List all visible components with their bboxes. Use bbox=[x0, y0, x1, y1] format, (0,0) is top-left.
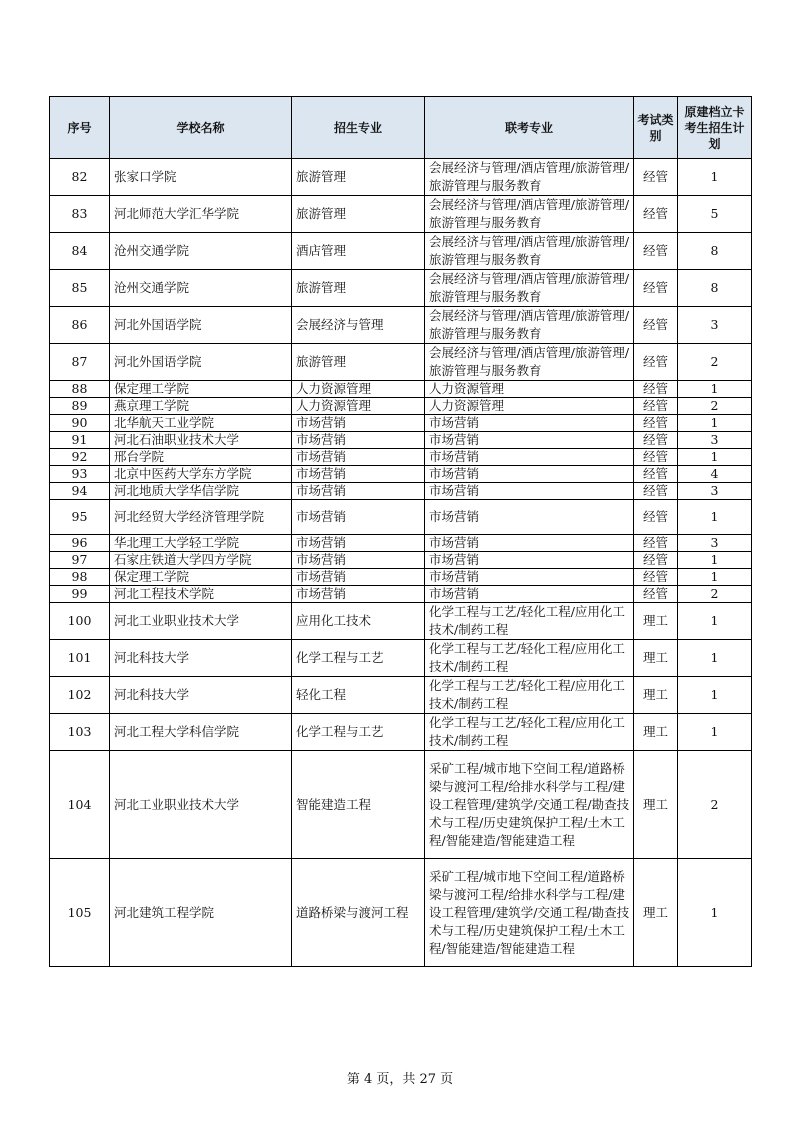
row-seq: 94 bbox=[50, 483, 110, 500]
table-row bbox=[50, 586, 752, 603]
row-major: 市场营销 bbox=[292, 552, 425, 569]
row-major: 市场营销 bbox=[292, 586, 425, 603]
row-school: 北京中医药大学东方学院 bbox=[110, 466, 292, 483]
row-seq: 93 bbox=[50, 466, 110, 483]
row-category: 经管 bbox=[634, 483, 678, 500]
table-row bbox=[50, 344, 752, 381]
row-major: 市场营销 bbox=[292, 415, 425, 432]
row-exam-major: 市场营销 bbox=[425, 466, 634, 483]
row-school: 河北地质大学华信学院 bbox=[110, 483, 292, 500]
row-seq: 91 bbox=[50, 432, 110, 449]
header-exam-major: 联考专业 bbox=[425, 97, 634, 159]
row-exam-major: 市场营销 bbox=[425, 586, 634, 603]
row-plan: 1 bbox=[678, 603, 752, 640]
row-exam-major: 会展经济与管理/酒店管理/旅游管理/旅游管理与服务教育 bbox=[425, 196, 634, 233]
row-seq: 102 bbox=[50, 677, 110, 714]
header-seq: 序号 bbox=[50, 97, 110, 159]
table-row bbox=[50, 196, 752, 233]
row-seq: 87 bbox=[50, 344, 110, 381]
row-school: 河北科技大学 bbox=[110, 677, 292, 714]
row-school: 河北师范大学汇华学院 bbox=[110, 196, 292, 233]
row-plan: 1 bbox=[678, 640, 752, 677]
row-category: 经管 bbox=[634, 233, 678, 270]
row-school: 邢台学院 bbox=[110, 449, 292, 466]
row-exam-major: 人力资源管理 bbox=[425, 381, 634, 398]
row-plan: 1 bbox=[678, 449, 752, 466]
row-plan: 3 bbox=[678, 432, 752, 449]
row-major: 市场营销 bbox=[292, 500, 425, 535]
table-row bbox=[50, 500, 752, 535]
row-category: 经管 bbox=[634, 500, 678, 535]
row-major: 旅游管理 bbox=[292, 344, 425, 381]
row-seq: 96 bbox=[50, 535, 110, 552]
table-row bbox=[50, 859, 752, 967]
row-category: 经管 bbox=[634, 159, 678, 196]
row-exam-major: 会展经济与管理/酒店管理/旅游管理/旅游管理与服务教育 bbox=[425, 159, 634, 196]
row-school: 张家口学院 bbox=[110, 159, 292, 196]
row-major: 市场营销 bbox=[292, 569, 425, 586]
table-row bbox=[50, 466, 752, 483]
row-seq: 85 bbox=[50, 270, 110, 307]
header-plan: 原建档立卡考生招生计划 bbox=[678, 97, 752, 159]
row-school: 沧州交通学院 bbox=[110, 270, 292, 307]
row-seq: 84 bbox=[50, 233, 110, 270]
table-row bbox=[50, 483, 752, 500]
row-category: 理工 bbox=[634, 859, 678, 967]
row-exam-major: 化学工程与工艺/轻化工程/应用化工技术/制药工程 bbox=[425, 603, 634, 640]
row-exam-major: 化学工程与工艺/轻化工程/应用化工技术/制药工程 bbox=[425, 640, 634, 677]
table-header-row bbox=[50, 97, 752, 159]
row-category: 经管 bbox=[634, 344, 678, 381]
row-school: 北华航天工业学院 bbox=[110, 415, 292, 432]
row-plan: 1 bbox=[678, 500, 752, 535]
row-seq: 92 bbox=[50, 449, 110, 466]
table-row bbox=[50, 552, 752, 569]
row-exam-major: 市场营销 bbox=[425, 449, 634, 466]
row-category: 经管 bbox=[634, 466, 678, 483]
row-school: 燕京理工学院 bbox=[110, 398, 292, 415]
row-plan: 1 bbox=[678, 159, 752, 196]
row-plan: 3 bbox=[678, 307, 752, 344]
row-exam-major: 市场营销 bbox=[425, 415, 634, 432]
row-plan: 4 bbox=[678, 466, 752, 483]
table-row bbox=[50, 751, 752, 859]
table-row bbox=[50, 307, 752, 344]
row-plan: 8 bbox=[678, 233, 752, 270]
row-category: 理工 bbox=[634, 677, 678, 714]
row-major: 市场营销 bbox=[292, 466, 425, 483]
row-school: 保定理工学院 bbox=[110, 381, 292, 398]
row-plan: 1 bbox=[678, 569, 752, 586]
row-plan: 3 bbox=[678, 535, 752, 552]
row-school: 河北石油职业技术大学 bbox=[110, 432, 292, 449]
row-category: 经管 bbox=[634, 381, 678, 398]
row-exam-major: 市场营销 bbox=[425, 432, 634, 449]
row-seq: 88 bbox=[50, 381, 110, 398]
row-exam-major: 会展经济与管理/酒店管理/旅游管理/旅游管理与服务教育 bbox=[425, 307, 634, 344]
row-exam-major: 市场营销 bbox=[425, 500, 634, 535]
table-row bbox=[50, 270, 752, 307]
row-major: 轻化工程 bbox=[292, 677, 425, 714]
table-row bbox=[50, 677, 752, 714]
row-category: 经管 bbox=[634, 307, 678, 344]
row-major: 会展经济与管理 bbox=[292, 307, 425, 344]
row-category: 经管 bbox=[634, 415, 678, 432]
row-plan: 2 bbox=[678, 344, 752, 381]
table-row bbox=[50, 640, 752, 677]
row-plan: 3 bbox=[678, 483, 752, 500]
table-row bbox=[50, 449, 752, 466]
table-row bbox=[50, 381, 752, 398]
row-seq: 101 bbox=[50, 640, 110, 677]
row-exam-major: 采矿工程/城市地下空间工程/道路桥梁与渡河工程/给排水科学与工程/建设工程管理/建筑学/交通工程/勘查技术与工程/历史建筑保护工程/土木工程/智能建造/智能建造工程 bbox=[425, 751, 634, 859]
row-major: 人力资源管理 bbox=[292, 381, 425, 398]
row-major: 市场营销 bbox=[292, 449, 425, 466]
row-category: 经管 bbox=[634, 552, 678, 569]
row-plan: 1 bbox=[678, 714, 752, 751]
row-plan: 8 bbox=[678, 270, 752, 307]
table-row bbox=[50, 535, 752, 552]
row-category: 经管 bbox=[634, 569, 678, 586]
table-row bbox=[50, 415, 752, 432]
row-seq: 95 bbox=[50, 500, 110, 535]
row-exam-major: 采矿工程/城市地下空间工程/道路桥梁与渡河工程/给排水科学与工程/建设工程管理/建筑学/交通工程/勘查技术与工程/历史建筑保护工程/土木工程/智能建造/智能建造工程 bbox=[425, 859, 634, 967]
row-school: 华北理工大学轻工学院 bbox=[110, 535, 292, 552]
row-school: 保定理工学院 bbox=[110, 569, 292, 586]
row-school: 河北工程技术学院 bbox=[110, 586, 292, 603]
row-seq: 99 bbox=[50, 586, 110, 603]
row-exam-major: 会展经济与管理/酒店管理/旅游管理/旅游管理与服务教育 bbox=[425, 233, 634, 270]
row-exam-major: 会展经济与管理/酒店管理/旅游管理/旅游管理与服务教育 bbox=[425, 344, 634, 381]
table-row bbox=[50, 569, 752, 586]
row-major: 化学工程与工艺 bbox=[292, 640, 425, 677]
row-major: 旅游管理 bbox=[292, 196, 425, 233]
row-major: 人力资源管理 bbox=[292, 398, 425, 415]
table-row bbox=[50, 714, 752, 751]
header-school: 学校名称 bbox=[110, 97, 292, 159]
row-major: 化学工程与工艺 bbox=[292, 714, 425, 751]
row-school: 河北工业职业技术大学 bbox=[110, 751, 292, 859]
row-seq: 83 bbox=[50, 196, 110, 233]
row-major: 酒店管理 bbox=[292, 233, 425, 270]
row-exam-major: 市场营销 bbox=[425, 552, 634, 569]
row-seq: 105 bbox=[50, 859, 110, 967]
row-major: 市场营销 bbox=[292, 483, 425, 500]
row-plan: 5 bbox=[678, 196, 752, 233]
row-category: 理工 bbox=[634, 751, 678, 859]
header-major: 招生专业 bbox=[292, 97, 425, 159]
row-plan: 2 bbox=[678, 751, 752, 859]
row-exam-major: 人力资源管理 bbox=[425, 398, 634, 415]
row-major: 市场营销 bbox=[292, 535, 425, 552]
row-exam-major: 化学工程与工艺/轻化工程/应用化工技术/制药工程 bbox=[425, 714, 634, 751]
table-row bbox=[50, 432, 752, 449]
row-category: 理工 bbox=[634, 640, 678, 677]
table-row bbox=[50, 398, 752, 415]
row-seq: 89 bbox=[50, 398, 110, 415]
row-exam-major: 会展经济与管理/酒店管理/旅游管理/旅游管理与服务教育 bbox=[425, 270, 634, 307]
row-major: 市场营销 bbox=[292, 432, 425, 449]
row-seq: 82 bbox=[50, 159, 110, 196]
row-seq: 86 bbox=[50, 307, 110, 344]
page-footer: 第 4 页，共 27 页 bbox=[346, 1072, 454, 1087]
row-exam-major: 市场营销 bbox=[425, 483, 634, 500]
row-major: 智能建造工程 bbox=[292, 751, 425, 859]
row-plan: 1 bbox=[678, 859, 752, 967]
row-plan: 2 bbox=[678, 586, 752, 603]
row-category: 理工 bbox=[634, 603, 678, 640]
row-seq: 98 bbox=[50, 569, 110, 586]
row-school: 河北工业职业技术大学 bbox=[110, 603, 292, 640]
row-school: 河北科技大学 bbox=[110, 640, 292, 677]
row-plan: 1 bbox=[678, 552, 752, 569]
row-category: 经管 bbox=[634, 196, 678, 233]
row-school: 河北外国语学院 bbox=[110, 344, 292, 381]
row-exam-major: 市场营销 bbox=[425, 569, 634, 586]
row-seq: 97 bbox=[50, 552, 110, 569]
row-school: 河北外国语学院 bbox=[110, 307, 292, 344]
row-category: 经管 bbox=[634, 535, 678, 552]
row-seq: 103 bbox=[50, 714, 110, 751]
row-plan: 1 bbox=[678, 415, 752, 432]
row-school: 河北建筑工程学院 bbox=[110, 859, 292, 967]
header-exam-category: 考试类别 bbox=[634, 97, 678, 159]
row-category: 经管 bbox=[634, 398, 678, 415]
row-school: 石家庄铁道大学四方学院 bbox=[110, 552, 292, 569]
row-category: 经管 bbox=[634, 432, 678, 449]
row-school: 沧州交通学院 bbox=[110, 233, 292, 270]
row-major: 旅游管理 bbox=[292, 270, 425, 307]
table-row bbox=[50, 159, 752, 196]
enrollment-table bbox=[49, 96, 752, 967]
row-seq: 104 bbox=[50, 751, 110, 859]
row-school: 河北工程大学科信学院 bbox=[110, 714, 292, 751]
row-category: 经管 bbox=[634, 586, 678, 603]
row-category: 经管 bbox=[634, 449, 678, 466]
row-seq: 90 bbox=[50, 415, 110, 432]
row-seq: 100 bbox=[50, 603, 110, 640]
row-plan: 1 bbox=[678, 381, 752, 398]
row-major: 应用化工技术 bbox=[292, 603, 425, 640]
row-exam-major: 化学工程与工艺/轻化工程/应用化工技术/制药工程 bbox=[425, 677, 634, 714]
table-row bbox=[50, 233, 752, 270]
row-plan: 2 bbox=[678, 398, 752, 415]
row-category: 理工 bbox=[634, 714, 678, 751]
row-plan: 1 bbox=[678, 677, 752, 714]
table-row bbox=[50, 603, 752, 640]
row-school: 河北经贸大学经济管理学院 bbox=[110, 500, 292, 535]
row-major: 旅游管理 bbox=[292, 159, 425, 196]
row-exam-major: 市场营销 bbox=[425, 535, 634, 552]
row-major: 道路桥梁与渡河工程 bbox=[292, 859, 425, 967]
row-category: 经管 bbox=[634, 270, 678, 307]
